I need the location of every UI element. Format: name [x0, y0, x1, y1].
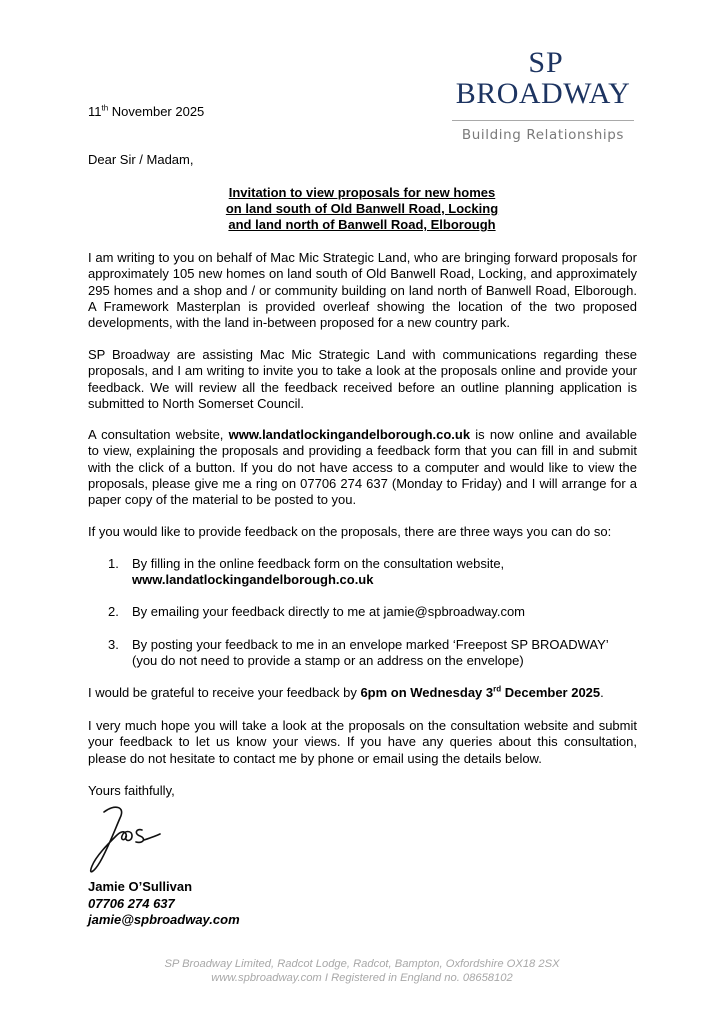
consultation-website-link[interactable]: [229, 427, 470, 442]
signer-name: Jamie O’Sullivan: [88, 879, 193, 894]
paragraph-website: [88, 427, 637, 508]
logo-broadway-text: BROADWAY: [455, 77, 631, 110]
letter-heading: [200, 185, 524, 233]
signer-email-link[interactable]: jamie@spbroadway.com: [88, 912, 240, 927]
logo-divider: [452, 120, 634, 121]
company-logo: [448, 48, 638, 143]
option-text: By posting your feedback to me in an envelope marked ‘Freepost SP BROADWAY’: [132, 637, 609, 652]
deadline-suffix: rd: [493, 684, 502, 694]
list-number: 3.: [108, 637, 119, 652]
heading-line: and land north of Banwell Road, Elborough: [228, 217, 496, 232]
logo-sp-text: SP: [528, 46, 564, 79]
website-url[interactable]: www.landatlockingandelborough.co.uk: [228, 427, 471, 442]
deadline-text: I would be grateful to receive your feedback by: [88, 685, 361, 700]
heading-line: Invitation to view proposals for new homes: [228, 185, 496, 200]
signer-phone: 07706 274 637: [88, 895, 175, 911]
option-text: By emailing your feedback directly to me at jamie@spbroadway.com: [132, 604, 526, 619]
letter-date: [88, 104, 204, 119]
option-note: (you do not need to provide a stamp or an address on the envelope): [132, 653, 524, 669]
deadline-month-year: December 2025: [501, 685, 601, 700]
consultation-website-link[interactable]: [132, 572, 373, 587]
salutation: Dear Sir / Madam,: [88, 152, 194, 167]
logo-tagline: Building Relationships: [461, 127, 625, 143]
footer-address: SP Broadway Limited, Radcot Lodge, Radcot, Bampton, Oxfordshire OX18 2SX: [164, 958, 560, 970]
feedback-deadline: [88, 685, 604, 700]
footer-registration: www.spbroadway.com I Registered in England no. 08658102: [211, 972, 513, 984]
paragraph-ways: If you would like to provide feedback on the proposals, there are three ways you can do so:: [88, 524, 612, 539]
footer: [0, 957, 724, 985]
date-suffix: th: [101, 103, 109, 113]
list-number: 2.: [108, 604, 119, 619]
closing-phrase: Yours faithfully,: [88, 783, 175, 798]
deadline-date: 6pm on Wednesday 3: [360, 685, 494, 700]
date-day: 11: [88, 104, 102, 119]
deadline-period: .: [600, 685, 604, 700]
date-month-year: November 2025: [108, 104, 205, 119]
website-text-before: A consultation website,: [88, 427, 229, 442]
paragraph-intro: I am writing to you on behalf of Mac Mic Strategic Land, who are bringing forward proposals for approximately 105 new homes on land south of Old Banwell Road, Locking, and approximately 295 homes and a shop and / or community building on land north of Banwell Road, Elborough. A Framework Masterplan is provided overleaf showing the location of the two proposed developments, with the land in-between proposed for a new country park.: [88, 250, 637, 331]
list-number: 1.: [108, 556, 119, 571]
heading-line: on land south of Old Banwell Road, Locking: [225, 201, 499, 216]
signature-image: [86, 800, 176, 880]
website-url[interactable]: www.landatlockingandelborough.co.uk: [132, 572, 374, 588]
website-text-after: is now online and available to view, explaining the proposals and providing a feedback form that you can fill in and submit with the click of a button. If you do not have access to a computer and would like to view the proposals, please give me a ring on 07706 274 637 (Monday to Friday) and I will arrange for a paper copy of the material to be posted to you.: [88, 427, 637, 508]
option-text: By filling in the online feedback form on the consultation website,: [132, 556, 505, 571]
paragraph-assisting: SP Broadway are assisting Mac Mic Strategic Land with communications regarding these proposals, and I am writing to invite you to take a look at the proposals online and provide your feedback. We will review all the feedback received before an outline planning application is submitted to North Somerset Council.: [88, 347, 637, 411]
paragraph-closing: I very much hope you will take a look at the proposals on the consultation website and submit your feedback to let us know your views. If you have any queries about this consultation, please do not hesitate to contact me by phone or email using the details below.: [88, 718, 637, 766]
signer-details: [88, 879, 240, 929]
